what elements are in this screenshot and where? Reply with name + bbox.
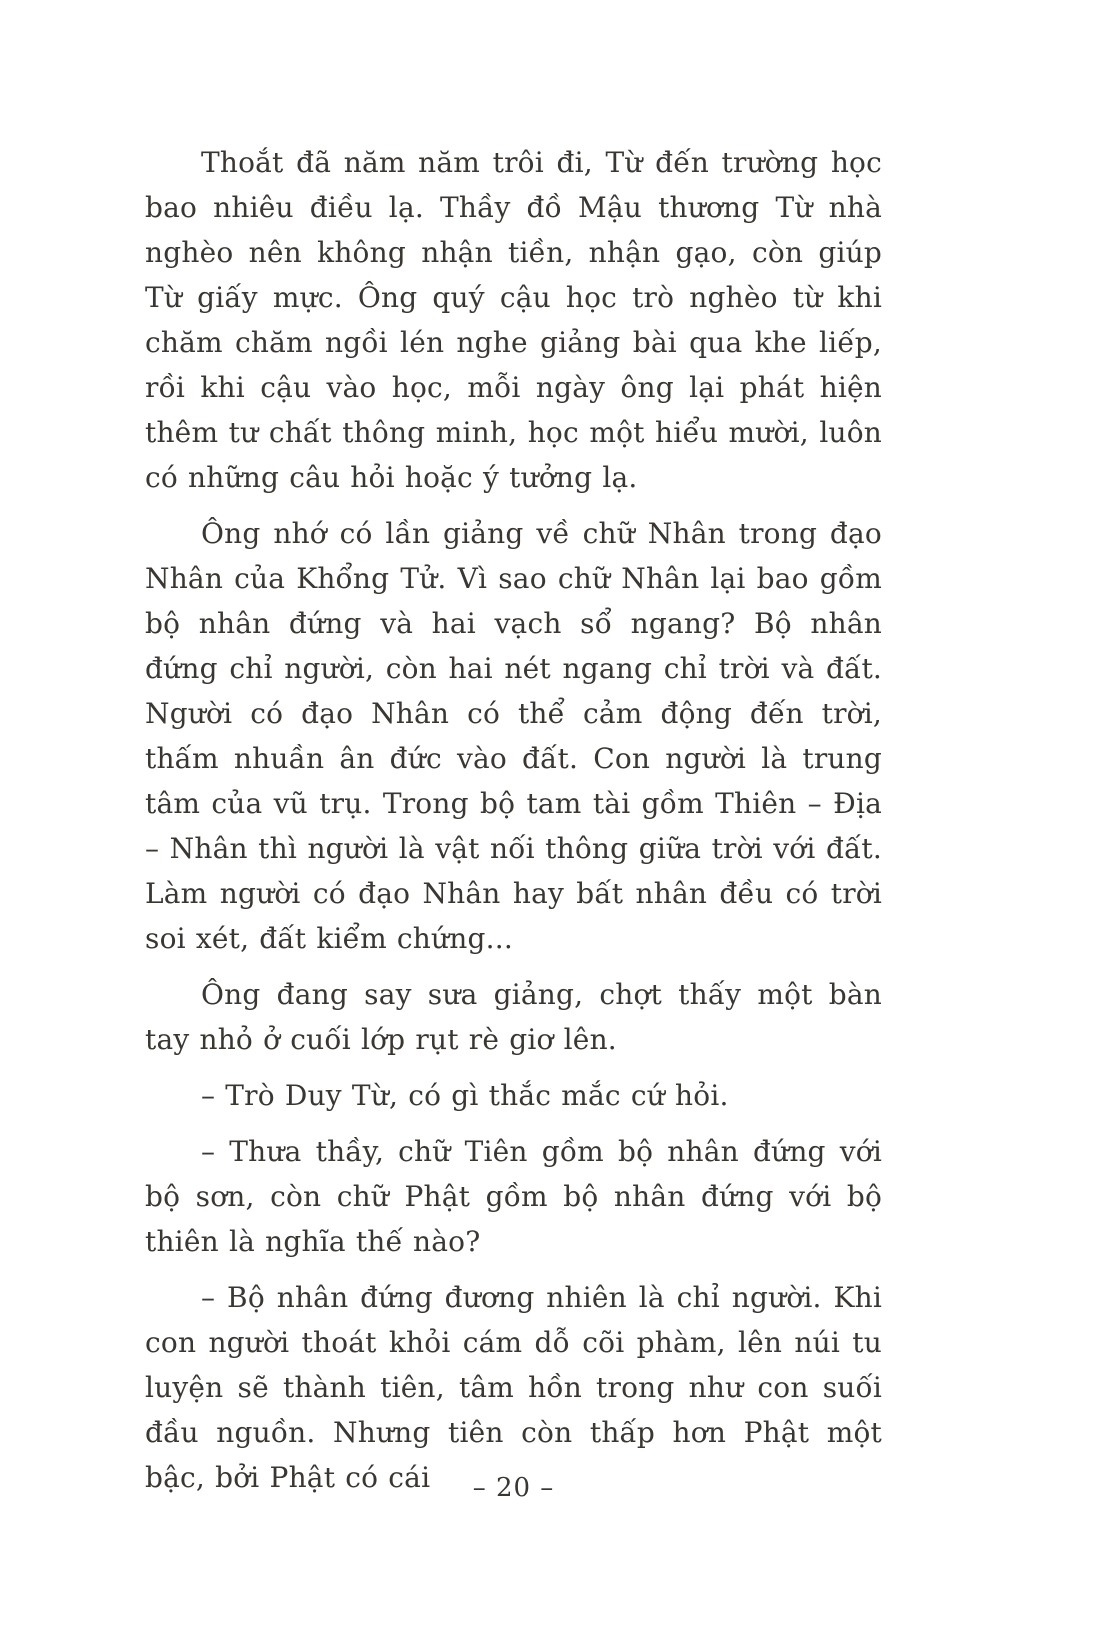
paragraph-narration-3: Ông đang say sưa giảng, chợt thấy một bàn tay nhỏ ở cuối lớp rụt rè giơ lên. (145, 978, 882, 1056)
paragraph-dialogue-2: – Thưa thầy, chữ Tiên gồm bộ nhân đứng với bộ sơn, còn chữ Phật gồm bộ nhân đứng với bộ thiên là nghĩa thế nào? (145, 1135, 882, 1258)
paragraph-dialogue-1: – Trò Duy Từ, có gì thắc mắc cứ hỏi. (201, 1079, 729, 1112)
paragraph-dialogue-3: – Bộ nhân đứng đương nhiên là chỉ người. Khi con người thoát khỏi cám dỗ cõi phàm, lên núi tu luyện sẽ thành tiên, tâm hồn trong như con suối đầu nguồn. Nhưng tiên còn thấp hơn Phật một bậc, bởi Phật có cái (145, 1281, 882, 1494)
paragraph-narration-1: Thoắt đã năm năm trôi đi, Từ đến trường học bao nhiêu điều lạ. Thầy đồ Mậu thương Từ nhà nghèo nên không nhận tiền, nhận gạo, còn giúp Từ giấy mực. Ông quý cậu học trò nghèo từ khi chăm chăm ngồi lén nghe giảng bài qua khe liếp, rồi khi cậu vào học, mỗi ngày ông lại phát hiện thêm tư chất thông minh, học một hiểu mười, luôn có những câu hỏi hoặc ý tưởng lạ. (145, 146, 882, 494)
page-text-block (145, 140, 882, 1500)
page-number: – 20 – (472, 1473, 555, 1503)
paragraph-narration-2: Ông nhớ có lần giảng về chữ Nhân trong đạo Nhân của Khổng Tử. Vì sao chữ Nhân lại bao gồm bộ nhân đứng và hai vạch sổ ngang? Bộ nhân đứng chỉ người, còn hai nét ngang chỉ trời và đất. Người có đạo Nhân có thể cảm động đến trời, thấm nhuần ân đức vào đất. Con người là trung tâm của vũ trụ. Trong bộ tam tài gồm Thiên – Địa – Nhân thì người là vật nối thông giữa trời với đất. Làm người có đạo Nhân hay bất nhân đều có trời soi xét, đất kiểm chứng... (145, 517, 882, 955)
